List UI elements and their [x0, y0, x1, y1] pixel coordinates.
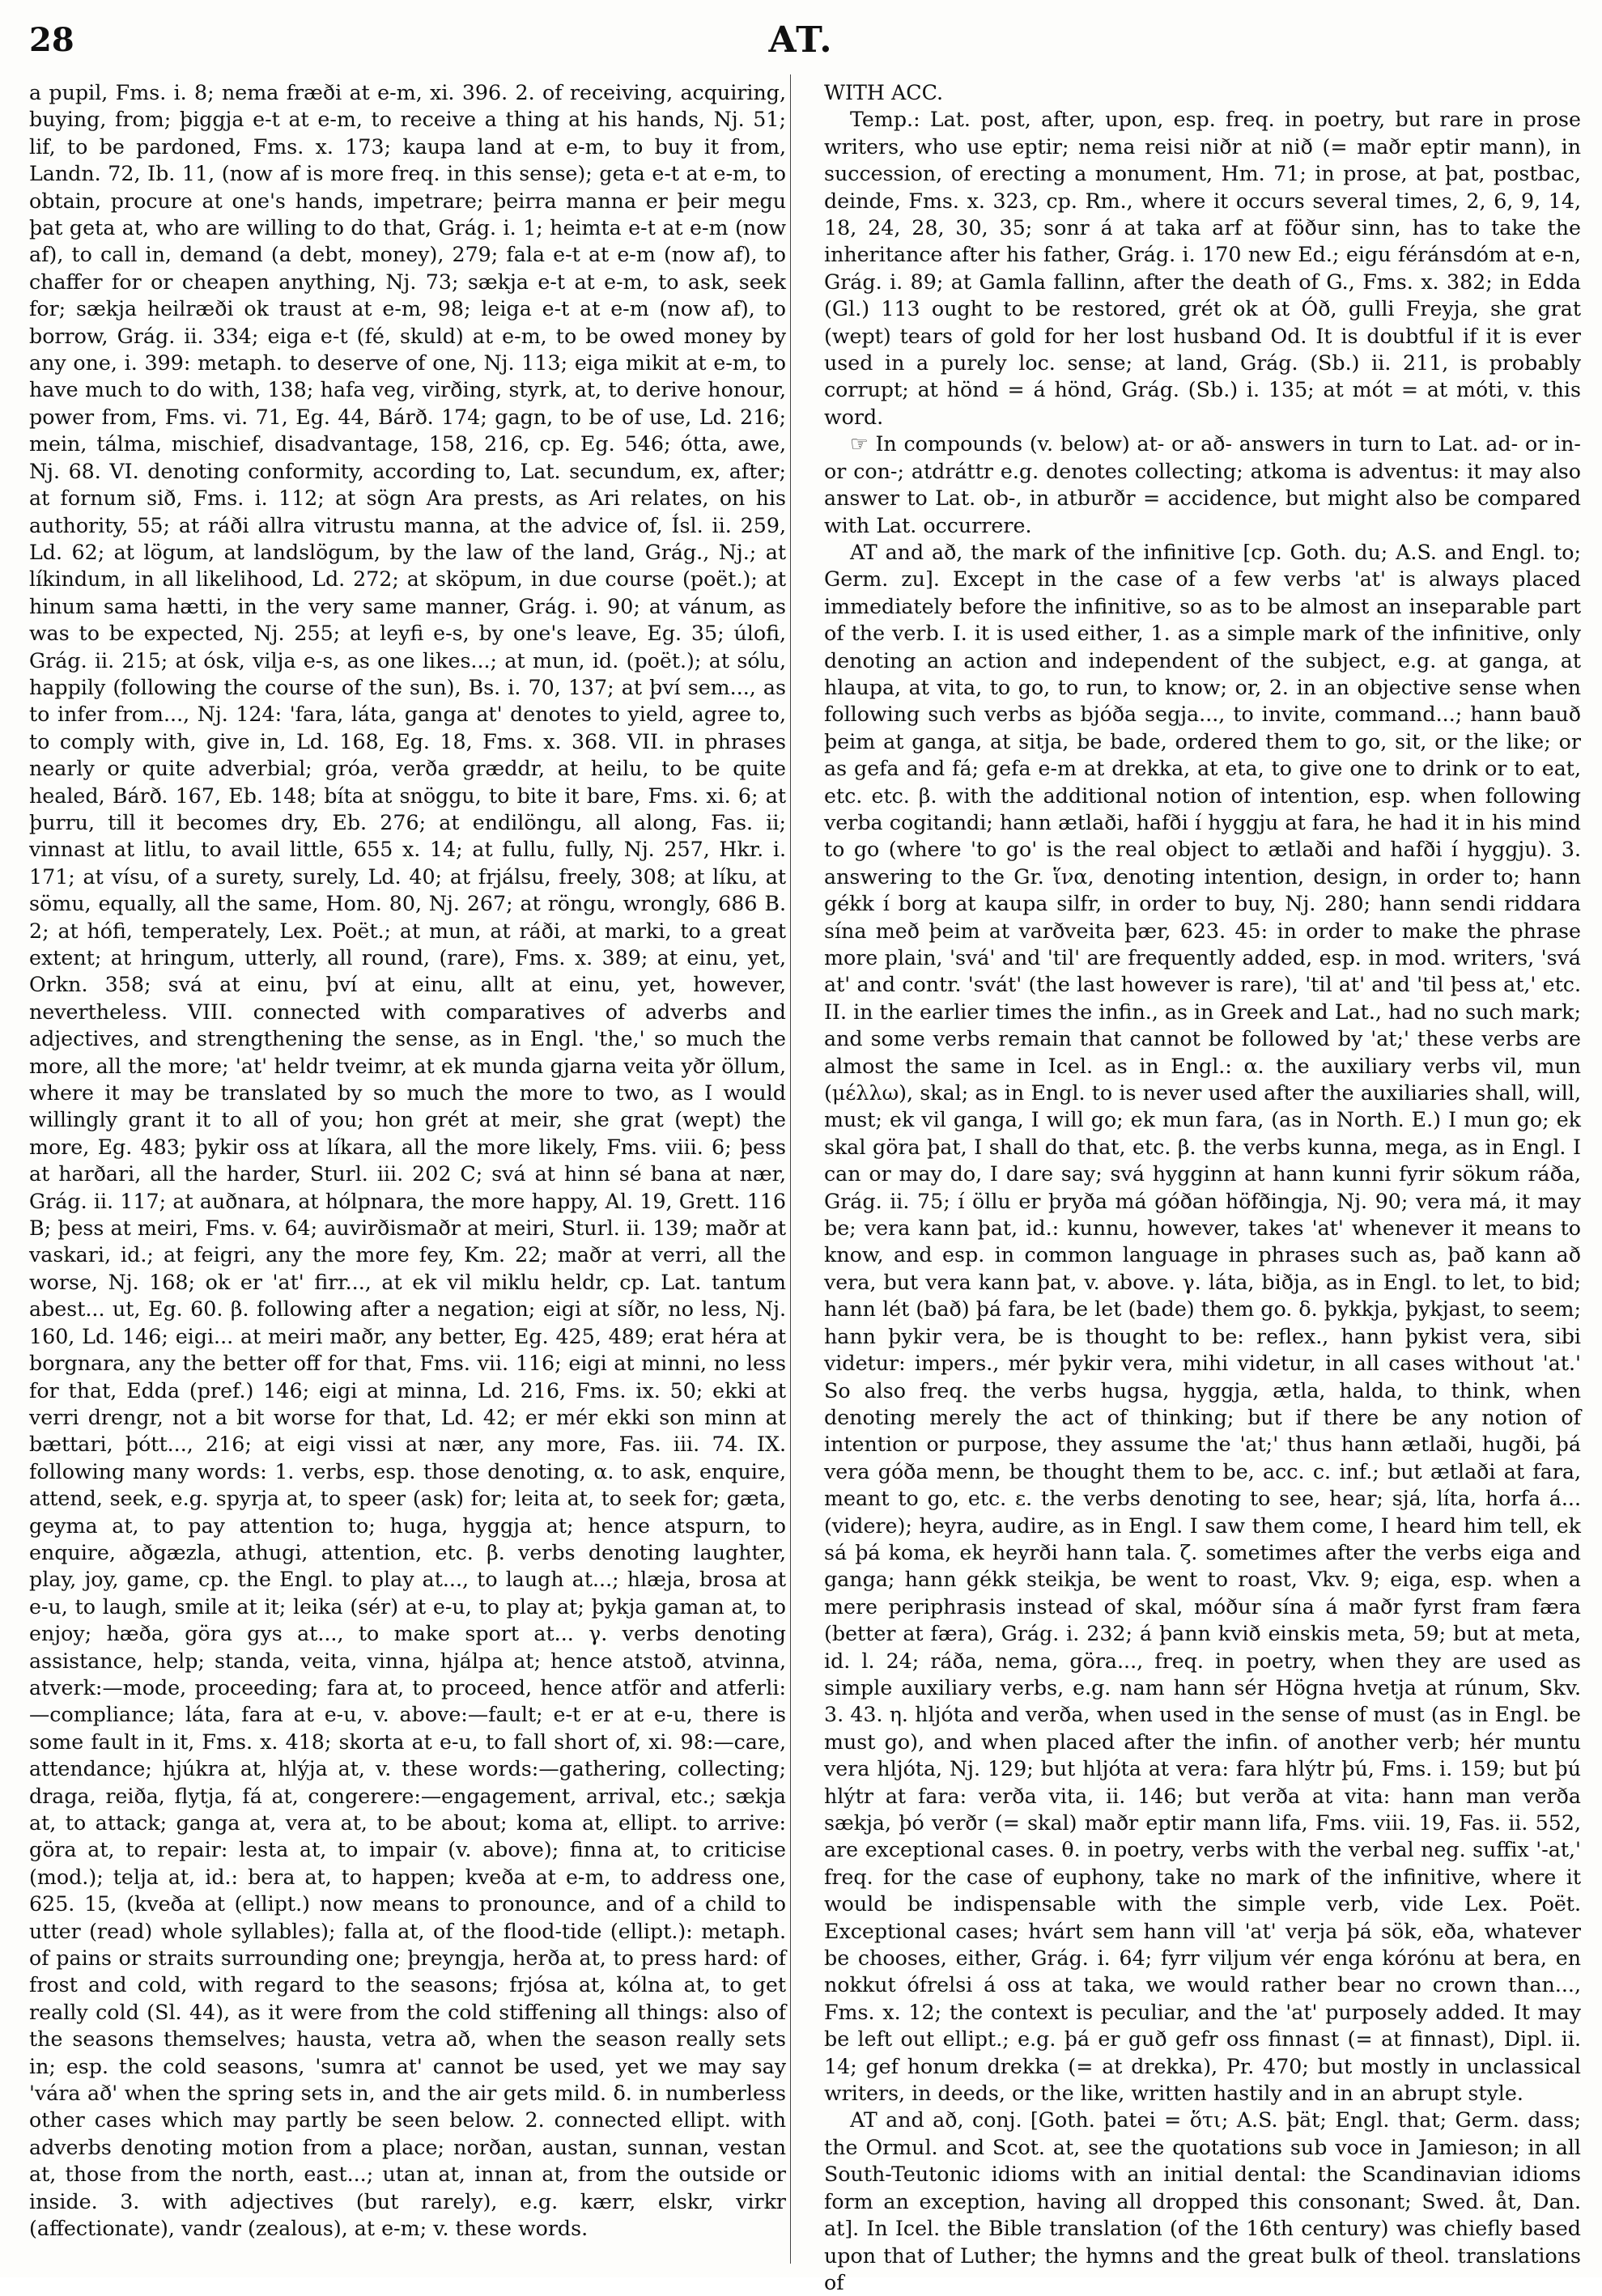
running-head: AT.	[768, 19, 834, 61]
right-column	[824, 79, 1581, 2294]
page-header	[24, 15, 1578, 71]
left-column	[29, 79, 786, 2256]
section-heading: WITH ACC.	[824, 81, 944, 104]
column-divider	[790, 74, 791, 2264]
page-number: 28	[29, 21, 74, 59]
right-paragraph: ☞ In compounds (v. below) at- or að- answers in turn to Lat. ad- or in- or con-; atdráttr e.g. denotes collecting; atkoma is adventus: it may also answer to Lat. ob-, in atburðr = accidence, but might also be compared with Lat. occurrere.	[824, 432, 1581, 537]
right-paragraph: Temp.: Lat. post, after, upon, esp. freq. in poetry, but rare in prose writers, who use eptir; nema reisi niðr at nið (= maðr eptir mann), in succession, of erecting a monument, Hm. 71; in prose, at þat, postbac, deinde, Fms. x. 323, cp. Rm., where it occurs several times, 2, 6, 9, 14, 18, 24, 28, 30, 35; sonr á at taka arf at föður sinn, has to take the inheritance after his father, Grág. i. 170 new Ed.; eigu féránsdóm at e-n, Grág. i. 89; at Gamla fallinn, after the death of G., Fms. x. 382; in Edda (Gl.) 113 ought to be restored, grét ok at Óð, gulli Freyja, she grat (wept) tears of gold for her lost husband Od. It is doubtful if it is ever used in a purely loc. sense; at land, Grág. (Sb.) ii. 211, is probably corrupt; at hönd = á hönd, Grág. (Sb.) i. 135; at mót = at móti, v. this word.	[824, 108, 1581, 429]
entry-at-conjunction: AT and að, conj. [Goth. þatei = ὅτι; A.S. þät; Engl. that; Germ. dass; the Ormul. and Scot. at, see the quotations sub voce in Jamieson; in all South-Teutonic idioms with an initial dental: the Scandinavian idioms form an exception, having all dropped this consonant; Swed. åt, Dan. at]. In Icel. the Bible translation (of the 16th century) was chiefly based upon that of Luther; the hymns and the great bulk of theol. translations of	[824, 2108, 1581, 2294]
left-paragraph: a pupil, Fms. i. 8; nema fræði at e-m, xi. 396. 2. of receiving, acquiring, buying, from; þiggja e-t at e-m, to receive a thing at his hands, Nj. 51; lif, to be pardoned, Fms. x. 173; kaupa land at e-m, to buy it from, Landn. 72, Ib. 11, (now af is more freq. in this sense); geta e-t at e-m, to obtain, procure at one's hands, impetrare; þeirra manna er þeir megu þat geta at, who are willing to do that, Grág. i. 1; heimta e-t at e-m (now af), to call in, demand (a debt, money), 279; fala e-t at e-m (now af), to chaffer for or cheapen anything, Nj. 73; sækja e-t at e-m, to ask, seek for; sækja heilræði ok traust at e-m, 98; leiga e-t at e-m (now af), to borrow, Grág. ii. 334; eiga e-t (fé, skuld) at e-m, to be owed money by any one, i. 399: metaph. to deserve of one, Nj. 113; eiga mikit at e-m, to have much to do with, 138; hafa veg, virðing, styrk, at, to derive honour, power from, Fms. vi. 71, Eg. 44, Bárð. 174; gagn, to be of use, Ld. 216; mein, tálma, mischief, disadvantage, 158, 216, cp. Eg. 546; ótta, awe, Nj. 68. VI. denoting conformity, according to, Lat. secundum, ex, after; at fornum sið, Fms. i. 112; at sögn Ara prests, as Ari relates, on his authority, 55; at ráði allra vitrustu manna, at the advice of, Ísl. ii. 259, Ld. 62; at lögum, at landslögum, by the law of the land, Grág., Nj.; at líkindum, in all likelihood, Ld. 272; at sköpum, in due course (poët.); at hinum sama hætti, in the very same manner, Grág. i. 90; at vánum, as was to be expected, Nj. 255; at leyfi e-s, by one's leave, Eg. 35; úlofi, Grág. ii. 215; at ósk, vilja e-s, as one likes...; at mun, id. (poët.); at sólu, happily (following the course of the sun), Bs. i. 70, 137; at því sem..., as to infer from..., Nj. 124: 'fara, láta, ganga at' denotes to yield, agree to, to comply with, give in, Ld. 168, Eg. 18, Fms. x. 368. VII. in phrases nearly or quite adverbial; gróa, verða græddr, at heilu, to be quite healed, Bárð. 167, Eb. 148; bíta at snöggu, to bite it bare, Fms. xi. 6; at þurru, till it becomes dry, Eb. 276; at endilöngu, all along, Fas. ii; vinnast at litlu, to avail little, 655 x. 14; at fullu, fully, Nj. 257, Hkr. i. 171; at vísu, of a surety, surely, Ld. 40; at frjálsu, freely, 308; at líku, at sömu, equally, all the same, Hom. 80, Nj. 267; at röngu, wrongly, 686 B. 2; at hófi, temperately, Lex. Poët.; at mun, at ráði, at marki, to a great extent; at hringum, utterly, all round, (rare), Fms. x. 389; at einu, yet, Orkn. 358; svá at einu, því at einu, allt at einu, yet, however, nevertheless. VIII. connected with comparatives of adverbs and adjectives, and strengthening the sense, as in Engl. 'the,' so much the more, all the more; 'at' heldr tveimr, at ek munda gjarna veita yðr öllum, where it may be translated by so much the more to two, as I would willingly grant it to all of you; hon grét at meir, she grat (wept) the more, Eg. 483; þykir oss at líkara, all the more likely, Fms. viii. 6; þess at harðari, all the harder, Sturl. iii. 202 C; svá at hinn sé bana at nær, Grág. ii. 117; at auðnara, at hólpnara, the more happy, Al. 19, Grett. 116 B; þess at meiri, Fms. v. 64; auvirðismaðr at meiri, Sturl. ii. 139; maðr at vaskari, id.; at feigri, any the more fey, Km. 22; maðr at verri, all the worse, Nj. 168; ok er 'at' firr..., at ek vil miklu heldr, cp. Lat. tantum abest... ut, Eg. 60. β. following after a negation; eigi at síðr, no less, Nj. 160, Ld. 146; eigi... at meiri maðr, any better, Eg. 425, 489; erat héra at borgnara, any the better off for that, Fms. vii. 116; eigi at minni, no less for that, Edda (pref.) 146; eigi at minna, Ld. 216, Fms. ix. 50; ekki at verri drengr, not a bit worse for that, Ld. 42; er mér ekki son minn at bættari, þótt..., 216; at eigi vissi at nær, any more, Fas. iii. 74. IX. following many words: 1. verbs, esp. those denoting, α. to ask, enquire, attend, seek, e.g. spyrja at, to speer (ask) for; leita at, to seek for; gæta, geyma at, to pay attention to; huga, hyggja at; hence atspurn, to enquire, aðgæzla, athugi, attention, etc. β. verbs denoting laughter, play, joy, game, cp. the Engl. to play at..., to laugh at...; hlæja, brosa at e-u, to laugh, smile at it; leika (sér) at e-u, to play at; þykja gaman at, to enjoy; hæða, göra gys at..., to make sport at... γ. verbs denoting assistance, help; standa, veita, vinna, hjálpa at; hence atstoð, atvinna, atverk:—mode, proceeding; fara at, to proceed, hence atför and atferli:—compliance; láta, fara at e-u, v. above:—fault; e-t er at e-u, there is some fault in it, Fms. x. 418; skorta at e-u, to fall short of, xi. 98:—care, attendance; hjúkra at, hlýja at, v. these words:—gathering, collecting; draga, reiða, flytja, fá at, congerere:—engagement, arrival, etc.; sækja at, to attack; ganga at, vera at, to be about; koma at, ellipt. to arrive: göra at, to repair: lesta at, to impair (v. above); finna at, to criticise (mod.); telja at, id.: bera at, to happen; kveða at e-m, to address one, 625. 15, (kveða at (ellipt.) now means to pronounce, and of a child to utter (read) whole syllables); falla at, of the flood-tide (ellipt.): metaph. of pains or straits surrounding one; þreyngja, herða at, to press hard: of frost and cold, with regard to the seasons; frjósa at, kólna at, to get really cold (Sl. 44), as it were from the cold stiffening all things: also of the seasons themselves; hausta, vetra að, when the season really sets in; esp. the cold seasons, 'sumra at' cannot be used, yet we may say 'vára að' when the spring sets in, and the air gets mild. δ. in numberless other cases which may partly be seen below. 2. connected ellipt. with adverbs denoting motion from a place; norðan, austan, sunnan, vestan at, those from the north, east...; utan at, innan at, from the outside or inside. 3. with adjectives (but rarely), e.g. kærr, elskr, virkr (affectionate), vandr (zealous), at e-m; v. these words.	[29, 81, 786, 2241]
entry-at-infinitive: AT and að, the mark of the infinitive [cp. Goth. du; A.S. and Engl. to; Germ. zu]. Except in the case of a few verbs 'at' is always placed immediately before the infinitive, so as to be almost an inseparable part of the verb. I. it is used either, 1. as a simple mark of the infinitive, only denoting an action and independent of the subject, e.g. at ganga, at hlaupa, at vita, to go, to run, to know; or, 2. in an objective sense when following such verbs as bjóða segja..., to invite, command...; hann bauð þeim at ganga, at sitja, be bade, ordered them to go, sit, or the like; or as gefa and fá; gefa e-m at drekka, at eta, to give one to drink or to eat, etc. etc. β. with the additional notion of intention, esp. when following verba cogitandi; hann ætlaði, hafði í hyggju at fara, he had it in his mind to go (where 'to go' is the real object to ætlaði and hafði í hyggju). 3. answering to the Gr. ἵνα, denoting intention, design, in order to; hann gékk í borg at kaupa silfr, in order to buy, Nj. 280; hann sendi riddara sína með þeim at varðveita þær, 623. 45: in order to make the phrase more plain, 'svá' and 'til' are frequently added, esp. in mod. writers, 'svá at' and contr. 'svát' (the last however is rare), 'til at' and 'til þess at,' etc. II. in the earlier times the infin., as in Greek and Lat., had no such mark; and some verbs remain that cannot be followed by 'at;' these verbs are almost the same in Icel. as in Engl.: α. the auxiliary verbs vil, mun (μέλλω), skal; as in Engl. to is never used after the auxiliaries shall, will, must; ek vil ganga, I will go; ek mun fara, (as in North. E.) I mun go; ek skal göra þat, I shall do that, etc. β. the verbs kunna, mega, as in Engl. I can or may do, I dare say; svá hygginn at hann kunni fyrir sökum ráða, Grág. ii. 75; í öllu er þryða má góðan höfðingja, Nj. 90; vera má, it may be; vera kann þat, id.: kunnu, however, takes 'at' whenever it means to know, and esp. in common language in phrases such as, það kann að vera, but vera kann þat, v. above. γ. láta, biðja, as in Engl. to let, to bid; hann lét (bað) þá fara, be let (bade) them go. δ. þykkja, þykjast, to seem; hann þykir vera, be is thought to be: reflex., hann þykist vera, sibi videtur: impers., mér þykir vera, mihi videtur, in all cases without 'at.' So also freq. the verbs hugsa, hyggja, ætla, halda, to think, when denoting merely the act of thinking; but if there be any notion of intention or purpose, they assume the 'at;' thus hann ætlaði, hugði, þá vera góða menn, be thought them to be, acc. c. inf.; but ætlaði at fara, meant to go, etc. ε. the verbs denoting to see, hear; sjá, líta, horfa á... (videre); heyra, audire, as in Engl. I saw them come, I heard him tell, ek sá þá koma, ek heyrði hann tala. ζ. sometimes after the verbs eiga and ganga; hann gékk steikja, be went to roast, Vkv. 9; eiga, esp. when a mere periphrasis instead of skal, móður sína á maðr fyrst fram færa (better at færa), Grág. i. 232; á þann kvið einskis meta, 59; but at meta, id. l. 24; ráða, nema, göra..., freq. in poetry, when they are used as simple auxiliary verbs, e.g. nam hann sér Högna hvetja at rúnum, Skv. 3. 43. η. hljóta and verða, when used in the sense of must (as in Engl. be must go), and when placed after the infin. of another verb; hér muntu vera hljóta, Nj. 129; but hljóta at vera: fara hlýtr þú, Fms. i. 159; but þú hlýtr at fara: verða vita, ii. 146; but verða at vita: hann man verða sækja, þó verðr (= skal) maðr eptir mann lifa, Fms. viii. 19, Fas. ii. 552, are exceptional cases. θ. in poetry, verbs with the verbal neg. suffix '-at,' freq. for the case of euphony, take no mark of the infinitive, where it would be indispensable with the simple verb, vide Lex. Poët. Exceptional cases; hvárt sem hann vill 'at' verja þá sök, eða, whatever be chooses, either, Grág. i. 64; fyrr viljum vér enga kórónu at bera, en nokkut ófrelsi á oss at taka, we would rather bear no crown than..., Fms. x. 12; the context is peculiar, and the 'at' purposely added. It may be left out ellipt.; e.g. þá er guð gefr oss finnast (= at finnast), Dipl. ii. 14; gef honum drekka (= at drekka), Pr. 470; but mostly in unclassical writers, in deeds, or the like, written hastily and in an abrupt style.	[824, 540, 1581, 2106]
